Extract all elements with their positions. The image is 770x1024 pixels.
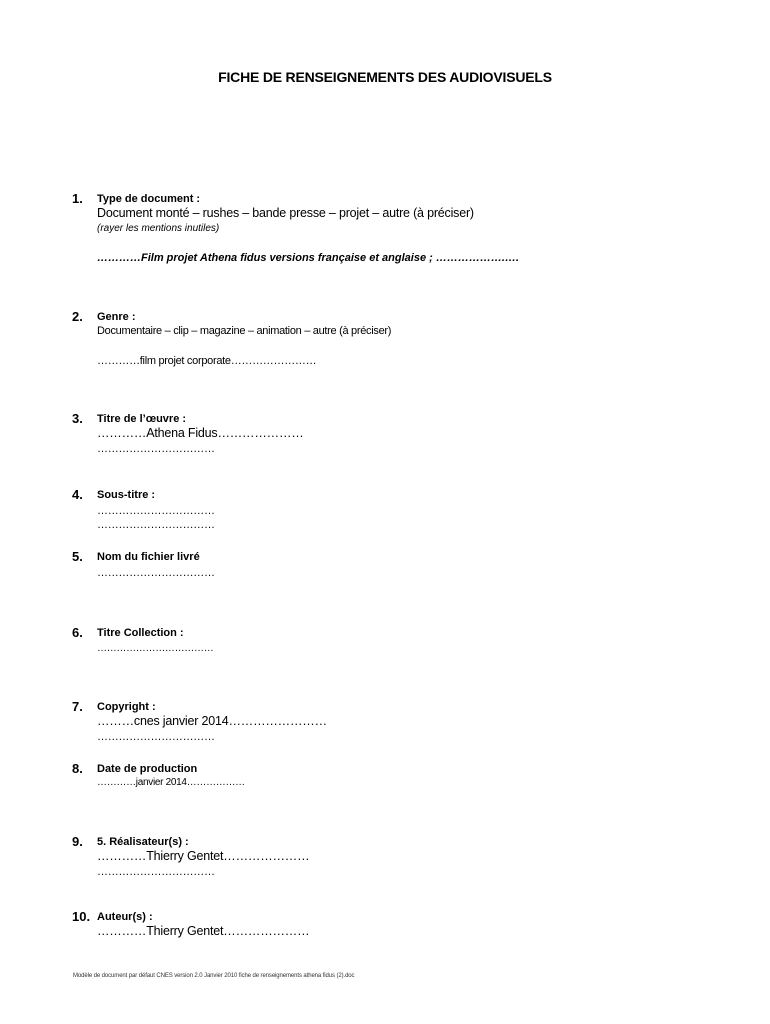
field-label-copyright: Copyright : xyxy=(97,701,156,713)
field-label-titre-collection: Titre Collection : xyxy=(97,627,184,639)
type-document-options: Document monté – rushes – bande presse – projet – autre (à préciser) xyxy=(97,206,474,220)
page-title: FICHE DE RENSEIGNEMENTS DES AUDIOVISUELS xyxy=(218,69,552,85)
realisateur-value: …………Thierry Gentet………………… xyxy=(97,849,310,863)
field-label-nom-fichier: Nom du fichier livré xyxy=(97,551,200,563)
type-document-value: …………Film projet Athena fidus versions française et anglaise ; ……………….…. xyxy=(97,251,519,264)
field-label-realisateur: 5. Réalisateur(s) : xyxy=(97,836,189,848)
date-production-value: …………janvier 2014……………… xyxy=(97,777,245,788)
section-number: 5. xyxy=(72,549,83,564)
section-number: 1. xyxy=(72,191,83,206)
field-label-type-document: Type de document : xyxy=(97,193,201,205)
section-number: 10. xyxy=(72,909,91,924)
nom-fichier-value: …………………………… xyxy=(97,567,215,579)
field-label-date-production: Date de production xyxy=(97,763,198,775)
section-number: 6. xyxy=(72,625,83,640)
section-number: 7. xyxy=(72,699,83,714)
field-label-auteur: Auteur(s) : xyxy=(97,911,153,923)
section-number: 9. xyxy=(72,834,83,849)
page-footer: Modèle de document par défaut CNES version 2.0 Janvier 2010 fiche de renseignements athena fidus (2).doc xyxy=(73,973,355,979)
sous-titre-value-2: …………………………… xyxy=(97,519,215,531)
titre-oeuvre-value: …………Athena Fidus………………… xyxy=(97,426,304,440)
section-number: 4. xyxy=(72,487,83,502)
realisateur-value-2: …………………………… xyxy=(97,865,215,878)
section-number: 2. xyxy=(72,309,83,324)
genre-options: Documentaire – clip – magazine – animation – autre (à préciser) xyxy=(97,325,392,337)
field-label-sous-titre: Sous-titre : xyxy=(97,489,156,501)
section-number: 8. xyxy=(72,761,83,776)
copyright-value: ………cnes janvier 2014…………………… xyxy=(97,714,327,728)
genre-value: …………film projet corporate…………………… xyxy=(97,355,317,367)
copyright-value-2: …………………………… xyxy=(97,730,215,743)
field-label-genre: Genre : xyxy=(97,311,136,323)
section-number: 3. xyxy=(72,411,83,426)
titre-oeuvre-value-2: …………………………… xyxy=(97,442,215,455)
auteur-value: …………Thierry Gentet………………… xyxy=(97,924,310,938)
field-label-titre-oeuvre: Titre de l’œuvre : xyxy=(97,413,187,425)
type-document-note: (rayer les mentions inutiles) xyxy=(97,222,220,234)
titre-collection-value: ……………………………… xyxy=(97,643,214,654)
sous-titre-value: …………………………… xyxy=(97,505,215,517)
